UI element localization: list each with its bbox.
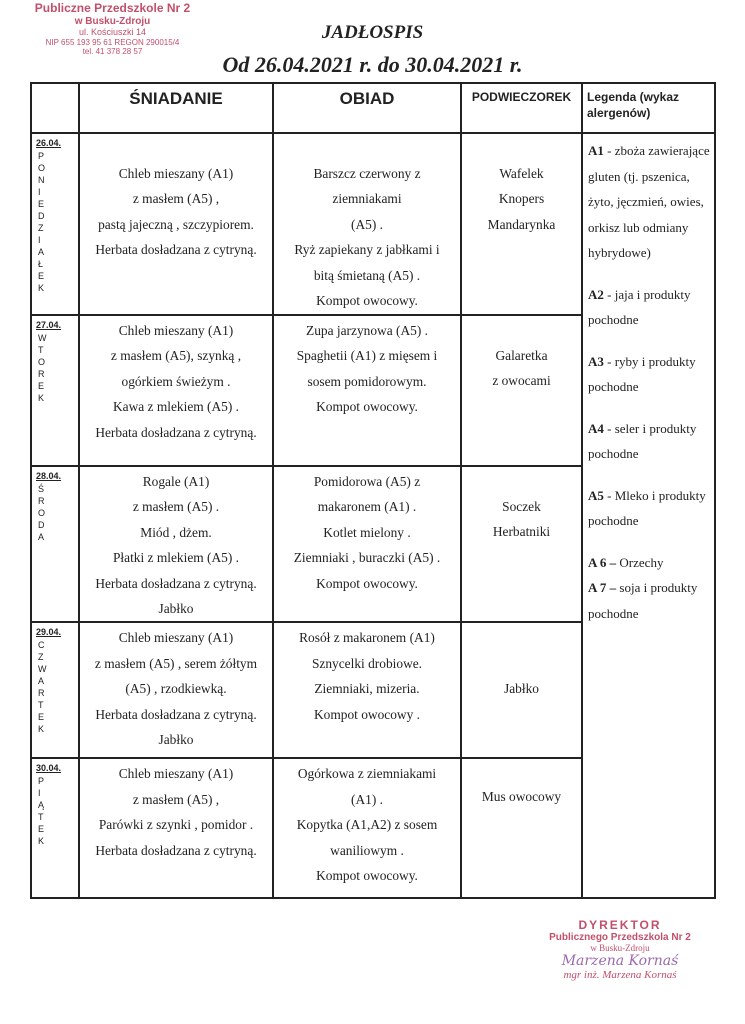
lunch-line: Kompot owocowy . [313, 706, 420, 722]
signature-city: w Busku-Zdroju [590, 943, 650, 953]
lunch-line: Ziemniaki, mizeria. [314, 681, 420, 697]
day-name-letter: E [38, 381, 45, 391]
breakfast-line: Kawa z mlekiem (A5) . [112, 399, 240, 415]
signature-institution: Publicznego Przedszkola Nr 2 [549, 932, 691, 943]
legend-item [588, 550, 711, 576]
breakfast-line: Herbata dosładzana z cytryną. [95, 842, 257, 858]
day-name-letter: K [38, 836, 45, 847]
lunch-line: Kopytka (A1,A2) z sosem [296, 817, 438, 833]
legend-item [588, 575, 711, 626]
day-name [36, 639, 78, 735]
legend-code: A5 [588, 487, 604, 503]
day-row [31, 133, 715, 315]
day-name-letter: Ł [38, 259, 44, 269]
signature-role: DYREKTOR [578, 918, 662, 932]
day-name-letter: E [38, 712, 45, 723]
day-name-letter: A [38, 247, 45, 257]
snack-cell [461, 133, 582, 315]
day-date: 30.04. [36, 763, 62, 774]
lunch-cell [273, 315, 461, 466]
lunch-line: Ogórkowa z ziemniakami [297, 766, 437, 782]
legend-text: - Mleko i produkty pochodne [588, 487, 706, 528]
legend-code: A1 [588, 143, 604, 158]
lunch-line: Kotlet mielony . [323, 524, 411, 540]
lunch-line: Ziemniaki , buraczki (A5) . [293, 550, 441, 566]
lunch-line: Sznycelki drobiowe. [311, 655, 423, 671]
day-name-letter: T [38, 345, 44, 355]
header-row [31, 83, 715, 133]
legend-code: A2 [588, 286, 604, 302]
day-name-letter: R [38, 688, 45, 699]
breakfast-line: z masłem (A5) , serem żółtym [94, 655, 258, 671]
lunch-line: sosem pomidorowym. [307, 373, 427, 389]
breakfast-line: Parówki z szynki , pomidor . [98, 817, 254, 833]
day-name-letter: E [38, 199, 45, 209]
page-period: Od 26.04.2021 r. do 30.04.2021 r. [222, 52, 523, 77]
day-name-letter: Ś [38, 484, 45, 494]
signature-name: mgr inż. Marzena Kornaś [563, 969, 677, 981]
snack-line: Jabłko [504, 681, 539, 697]
day-name-letter: R [38, 369, 45, 379]
legend-text: - zboża zawierające gluten (tj. pszenica, żyto, jęczmień, owies, orkisz lub odmiany hybrydowe) [588, 143, 710, 260]
snack-line: Knopers [498, 191, 545, 207]
day-name [36, 483, 78, 543]
day-name-letter: C [38, 640, 45, 651]
day-name-letter: R [38, 496, 45, 506]
day-date: 28.04. [36, 471, 62, 481]
day-name-letter: N [38, 175, 45, 185]
lunch-line: makaronem (A1) . [317, 499, 417, 515]
lunch-line: Zupa jarzynowa (A5) . [306, 323, 428, 338]
lunch-line: Rosół z makaronem (A1) [299, 630, 435, 646]
day-name-letter: K [38, 393, 45, 403]
lunch-line: Kompot owocowy. [316, 575, 418, 591]
snack-line: Mus owocowy [481, 789, 562, 805]
breakfast-line: Herbata dosładzana z cytryną. [95, 242, 257, 258]
breakfast-line: Chleb mieszany (A1) [118, 166, 234, 181]
day-name-letter: Ą [38, 800, 45, 811]
day-name-letter: A [38, 676, 45, 687]
legend-item [588, 138, 711, 266]
legend-code: A4 [588, 420, 604, 436]
breakfast-line: z masłem (A5) , [132, 191, 220, 207]
page-title: JADŁOSPIS [321, 22, 424, 43]
day-header [31, 83, 79, 133]
lunch-line: Kompot owocowy. [316, 399, 418, 415]
day-date: 29.04. [36, 627, 62, 638]
legend-item [588, 416, 711, 467]
day-name-letter: I [38, 235, 41, 245]
breakfast-cell [79, 133, 273, 315]
legend-code: A 6 – [588, 554, 617, 570]
lunch-cell [273, 622, 461, 758]
breakfast-line: Chleb mieszany (A1) [118, 323, 234, 338]
lunch-line: (A1) . [351, 791, 383, 807]
stamp-line-city: w Busku-Zdroju [74, 15, 151, 27]
lunch-line: Ryż zapiekany z jabłkami i [294, 242, 440, 258]
handwritten-signature: Marzena Kornaś [561, 953, 679, 969]
breakfast-line: (A5) , rzodkiewką. [125, 681, 227, 697]
stamp-line-address: ul. Kościuszki 14 [78, 27, 147, 38]
day-name-letter: T [38, 700, 44, 711]
lunch-cell [273, 758, 461, 898]
day-name-letter: P [38, 776, 45, 787]
legend-item [588, 282, 711, 333]
day-cell [31, 622, 79, 758]
snack-line: Galaretka [495, 348, 548, 363]
breakfast-line: z masłem (A5), szynką , [110, 348, 242, 364]
day-name-letter: D [38, 520, 45, 530]
breakfast-cell [79, 315, 273, 466]
day-name-letter: P [38, 151, 45, 161]
lunch-cell [273, 466, 461, 622]
day-cell [31, 758, 79, 898]
legend-text: - seler i produkty pochodne [588, 420, 697, 461]
legend-item [588, 483, 711, 534]
breakfast-line: Jabłko [158, 601, 194, 617]
legend-code: A 7 – [588, 580, 617, 595]
day-name-letter: W [38, 664, 47, 675]
snack-cell [461, 315, 582, 466]
day-date: 27.04. [36, 320, 62, 330]
day-cell [31, 466, 79, 622]
breakfast-line: Chleb mieszany (A1) [118, 630, 234, 646]
day-name-letter: T [38, 812, 44, 823]
snack-cell [461, 466, 582, 622]
legend-text: soja i produkty pochodne [588, 580, 698, 621]
breakfast-header: ŚNIADANIE [79, 83, 273, 133]
day-name-letter: Z [38, 223, 44, 233]
day-name [36, 775, 78, 847]
breakfast-line: Jabłko [158, 732, 194, 748]
day-name-letter: E [38, 271, 45, 281]
day-name-letter: O [38, 357, 46, 367]
lunch-header: OBIAD [273, 83, 461, 133]
stamp-line-phone: tel. 41 378 28 57 [82, 46, 143, 56]
breakfast-line: ogórkiem świeżym . [121, 373, 231, 389]
day-name-letter: O [38, 163, 46, 173]
day-name-letter: K [38, 724, 45, 735]
stamp-line-name: Publiczne Przedszkole Nr 2 [34, 1, 191, 15]
snack-line: Mandarynka [487, 216, 556, 232]
breakfast-cell [79, 622, 273, 758]
snack-header: PODWIECZOREK [461, 83, 582, 133]
breakfast-cell [79, 466, 273, 622]
day-cell [31, 133, 79, 315]
breakfast-cell [79, 758, 273, 898]
breakfast-line: z masłem (A5) , [132, 791, 220, 807]
legend-text: Orzechy [616, 554, 664, 570]
breakfast-line: Miód , dżem. [140, 524, 212, 540]
day-name-letter: I [38, 187, 41, 197]
lunch-line: waniliowym . [330, 842, 404, 858]
breakfast-line: Płatki z mlekiem (A5) . [112, 550, 240, 566]
lunch-line: Kompot owocowy. [316, 868, 418, 884]
day-name [36, 150, 78, 294]
stamp-line-ids: NIP 655 193 95 61 REGON 290015/4 [45, 37, 180, 47]
day-name-letter: I [38, 788, 41, 799]
day-name [36, 332, 78, 404]
lunch-line: bitą śmietaną (A5) . [313, 267, 421, 283]
snack-cell [461, 758, 582, 898]
director-signature-stamp [520, 918, 720, 981]
legend-text: - jaja i produkty pochodne [588, 286, 691, 327]
lunch-line: Pomidorowa (A5) z [313, 474, 421, 489]
snack-line: Soczek [502, 499, 541, 514]
snack-line: Wafelek [499, 166, 544, 181]
breakfast-line: Herbata dosładzana z cytryną. [95, 424, 257, 440]
breakfast-line: Herbata dosładzana z cytryną. [95, 575, 257, 591]
day-name-letter: D [38, 211, 45, 221]
breakfast-line: Herbata dosładzana z cytryną. [95, 706, 257, 722]
day-name-letter: Z [38, 652, 44, 663]
lunch-line: Kompot owocowy. [316, 293, 418, 309]
snack-line: Herbatniki [492, 524, 551, 540]
day-name-letter: O [38, 508, 46, 518]
legend-code: A3 [588, 353, 604, 369]
legend-text: - ryby i produkty pochodne [588, 353, 696, 394]
lunch-line: Barszcz czerwony z [313, 166, 421, 181]
day-cell [31, 315, 79, 466]
legend-header: Legenda (wykaz alergenów) [582, 83, 715, 133]
lunch-line: ziemniakami [332, 191, 402, 207]
menu-table [30, 82, 716, 899]
legend-item [588, 349, 711, 400]
day-name-letter: A [38, 532, 45, 542]
snack-line: z owocami [492, 373, 551, 389]
breakfast-line: Rogale (A1) [142, 474, 210, 489]
breakfast-line: Chleb mieszany (A1) [118, 766, 234, 782]
day-date: 26.04. [36, 138, 62, 148]
legend-list [588, 138, 711, 626]
breakfast-line: z masłem (A5) . [132, 499, 220, 515]
lunch-line: Spaghetii (A1) z mięsem i [296, 348, 438, 364]
legend-cell [582, 133, 715, 898]
snack-cell [461, 622, 582, 758]
snack-line [462, 651, 581, 676]
snack-line [462, 625, 581, 650]
breakfast-line: pastą jajeczną , szczypiorem. [98, 216, 254, 232]
lunch-line: (A5) . [351, 216, 383, 232]
day-name-letter: W [38, 333, 47, 343]
lunch-cell [273, 133, 461, 315]
day-name-letter: E [38, 824, 45, 835]
day-name-letter: K [38, 283, 45, 293]
